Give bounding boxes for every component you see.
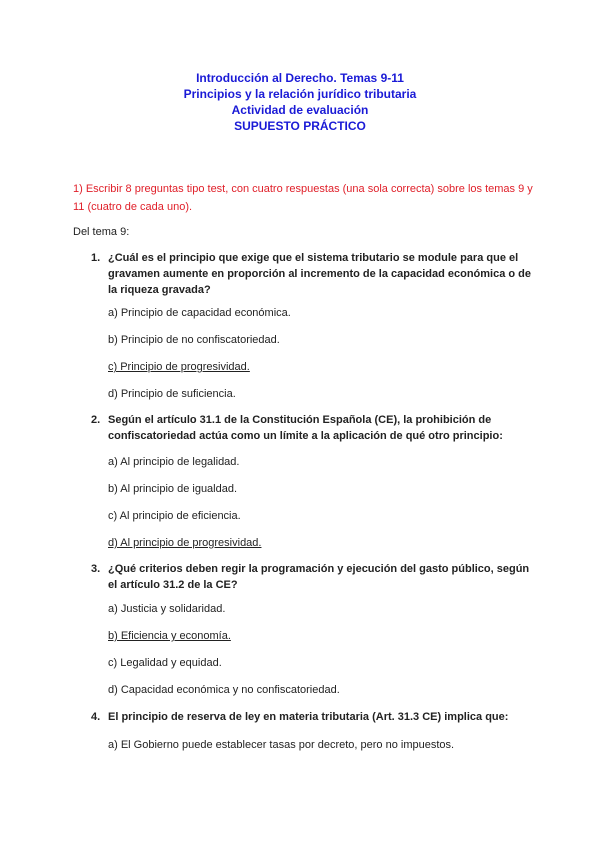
option-2a: a) Al principio de legalidad.	[108, 456, 240, 468]
question-text: ¿Qué criterios deben regir la programación y ejecución del gasto público, según el artículo 31.2 de la CE?	[108, 563, 530, 591]
option-4a: a) El Gobierno puede establecer tasas por decreto, pero no impuestos.	[108, 739, 455, 751]
option-1d: d) Principio de suficiencia.	[108, 388, 236, 400]
question-number: 4.	[91, 711, 101, 723]
option-2c: c) Al principio de eficiencia.	[108, 510, 241, 522]
question-number: 3.	[91, 563, 101, 575]
option-2d-correct: d) Al principio de progresividad.	[108, 537, 262, 549]
question-text: ¿Cuál es el principio que exige que el sistema tributario se module para que el gravamen aumente en proporción al incremento de la capacidad económica o de la riqueza gravada?	[108, 252, 532, 296]
option-1b: b) Principio de no confiscatoriedad.	[108, 334, 280, 346]
header-activity: Actividad de evaluación	[231, 103, 369, 117]
option-3b-correct: b) Eficiencia y economía.	[108, 630, 231, 642]
option-2b: b) Al principio de igualdad.	[108, 483, 238, 495]
option-3d: d) Capacidad económica y no confiscatoriedad.	[108, 684, 340, 696]
option-3c: c) Legalidad y equidad.	[108, 657, 222, 669]
header-course-title: Introducción al Derecho. Temas 9-11	[196, 71, 404, 85]
document-header	[0, 70, 600, 134]
question-number: 1.	[91, 252, 101, 264]
question-text: Según el artículo 31.1 de la Constitución Española (CE), la prohibición de confiscatoriedad actúa como un límite a la aplicación de qué otro principio:	[108, 414, 503, 442]
question-number: 2.	[91, 414, 101, 426]
option-3a: a) Justicia y solidaridad.	[108, 603, 226, 615]
instruction-text: 1) Escribir 8 preguntas tipo test, con cuatro respuestas (una sola correcta) sobre los temas 9 y 11 (cuatro de cada uno).	[73, 183, 533, 213]
option-1a: a) Principio de capacidad económica.	[108, 307, 291, 319]
header-subtitle: Principios y la relación jurídico tributaria	[183, 87, 417, 101]
section-label: Del tema 9:	[73, 226, 130, 238]
option-1c-correct: c) Principio de progresividad.	[108, 361, 250, 373]
question-text: El principio de reserva de ley en materia tributaria (Art. 31.3 CE) implica que:	[108, 711, 509, 723]
header-case-label: SUPUESTO PRÁCTICO	[234, 119, 366, 133]
